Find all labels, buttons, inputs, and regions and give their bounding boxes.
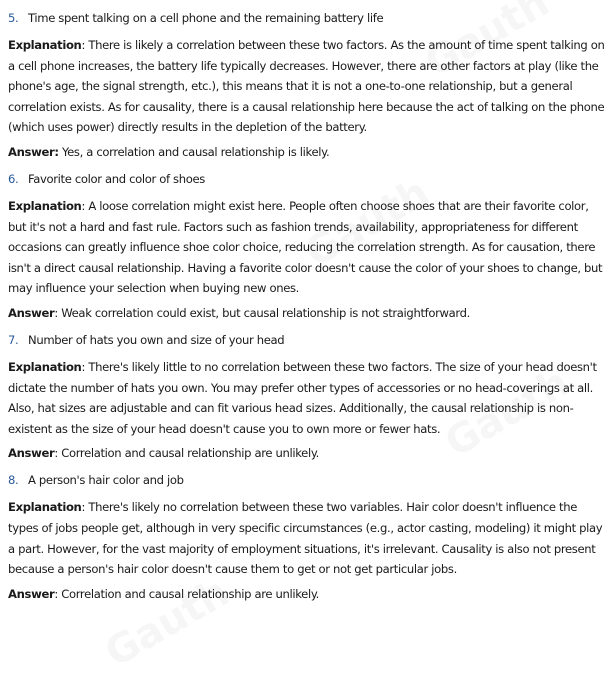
item-number: 8. [8, 473, 19, 488]
item-6 [8, 170, 606, 323]
item-title [8, 471, 606, 489]
answer-text: Yes, a correlation and causal relationship is likely. [58, 144, 330, 159]
item-number: 5. [8, 11, 19, 25]
item-title-text: A person's hair color and job [28, 473, 184, 488]
item-5 [8, 9, 606, 162]
item-title [8, 9, 606, 27]
item-7 [8, 331, 606, 463]
answer-document [8, 9, 606, 612]
answer-label: Answer [8, 586, 55, 601]
item-title-text: Favorite color and color of shoes [28, 171, 205, 186]
explanation-label: Explanation [8, 198, 82, 213]
answer-label: Answer [8, 305, 55, 320]
item-title-text: Number of hats you own and size of your head [28, 332, 285, 347]
explanation [8, 35, 606, 138]
explanation-text: : A loose correlation might exist here. People often choose shoes that are their favorite color, but it's not a hard and fast rule. Factors such as fashion trends, availability, appropriateness for different occasions can greatly influence shoe color choice, reducing the correlation strength. As for causation, there isn't a direct causal relationship. Having a favorite color doesn't cause the color of your shoes to change, but may influence your selection when buying new ones. [8, 198, 603, 296]
item-title-text: Time spent talking on a cell phone and the remaining battery life [28, 11, 384, 25]
explanation-label: Explanation [8, 500, 82, 515]
answer-label: Answer: [8, 144, 59, 159]
answer [8, 142, 606, 162]
item-number: 6. [8, 171, 19, 186]
item-8 [8, 471, 606, 603]
answer-text: : Correlation and causal relationship are unlikely. [54, 446, 320, 461]
answer-text: : Correlation and causal relationship are unlikely. [54, 586, 320, 601]
answer [8, 584, 606, 604]
explanation-text: : There's likely no correlation between these two variables. Hair color doesn't influence the types of jobs people get, although in very specific circumstances (e.g., actor casting, modeling) it might play a part. However, for the vast majority of employment situations, it's irrelevant. Causality is also not present because a person's hair color doesn't cause them to get or not get particular jobs. [8, 500, 603, 577]
explanation-text: : There is likely a correlation between these two factors. As the amount of time spent talking on a cell phone increases, the battery life typically decreases. However, there are other factors at play (like the phone's age, the signal strength, etc.), this means that it is not a one-to-one relationship, but a general correlation exists. As for causality, there is a causal relationship here because the act of talking on the phone (which uses power) directly results in the depletion of the battery. [8, 38, 605, 135]
answer [8, 443, 606, 463]
explanation [8, 497, 606, 579]
explanation-label: Explanation [8, 38, 82, 52]
answer-text: : Weak correlation could exist, but causal relationship is not straightforward. [54, 305, 470, 320]
explanation-label: Explanation [8, 359, 82, 374]
answer-label: Answer [8, 446, 55, 461]
explanation [8, 196, 606, 299]
explanation-text: : There's likely little to no correlation between these two factors. The size of your head doesn't dictate the number of hats you own. You may prefer other types of accessories or no head-coverings at all. Also, hat sizes are adjustable and can fit various head sizes. Additionally, the causal relationship is non-existent as the size of your head doesn't cause you to own more or fewer hats. [8, 359, 597, 436]
explanation [8, 357, 606, 439]
item-title [8, 331, 606, 349]
answer [8, 303, 606, 323]
item-title [8, 170, 606, 188]
item-number: 7. [8, 332, 19, 347]
